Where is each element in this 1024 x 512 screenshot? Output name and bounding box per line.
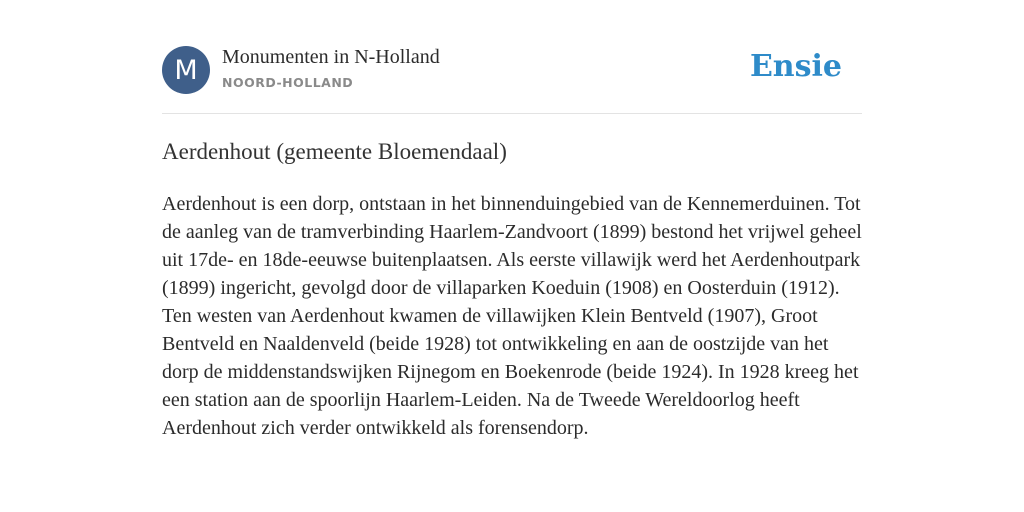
source-subtitle: NOORD-HOLLAND	[222, 75, 354, 90]
header-divider	[162, 113, 862, 114]
source-title[interactable]: Monumenten in N-Holland	[222, 46, 440, 68]
article-title: Aerdenhout (gemeente Bloemendaal)	[162, 139, 507, 164]
card-header	[162, 46, 862, 96]
article-body: Aerdenhout is een dorp, ontstaan in het binnenduingebied van de Kennemerduinen. Tot de aanleg van de tramverbinding Haarlem-Zandvoort (1899) bestond het vrijwel geheel uit 17de- en 18de-eeuwse buitenplaatsen. Als eerste villawijk werd het Aerdenhoutpark (1899) ingericht, gevolgd door de villaparken Koeduin (1908) en Oosterduin (1912). Ten westen van Aerdenhout kwamen de villawijken Klein Bentveld (1907), Groot Bentveld en Naaldenveld (beide 1928) tot ontwikkeling en aan de oostzijde van het dorp de middenstandswijken Rijnegom en Boekenrode (beide 1924). In 1928 kreeg het een station aan de spoorlijn Haarlem-Leiden. Na de Tweede Wereldoorlog heeft Aerdenhout zich verder ontwikkeld als forensendorp.	[162, 193, 862, 439]
ensie-logo[interactable]: Ensie	[749, 49, 842, 84]
source-avatar[interactable]: M	[162, 46, 210, 94]
